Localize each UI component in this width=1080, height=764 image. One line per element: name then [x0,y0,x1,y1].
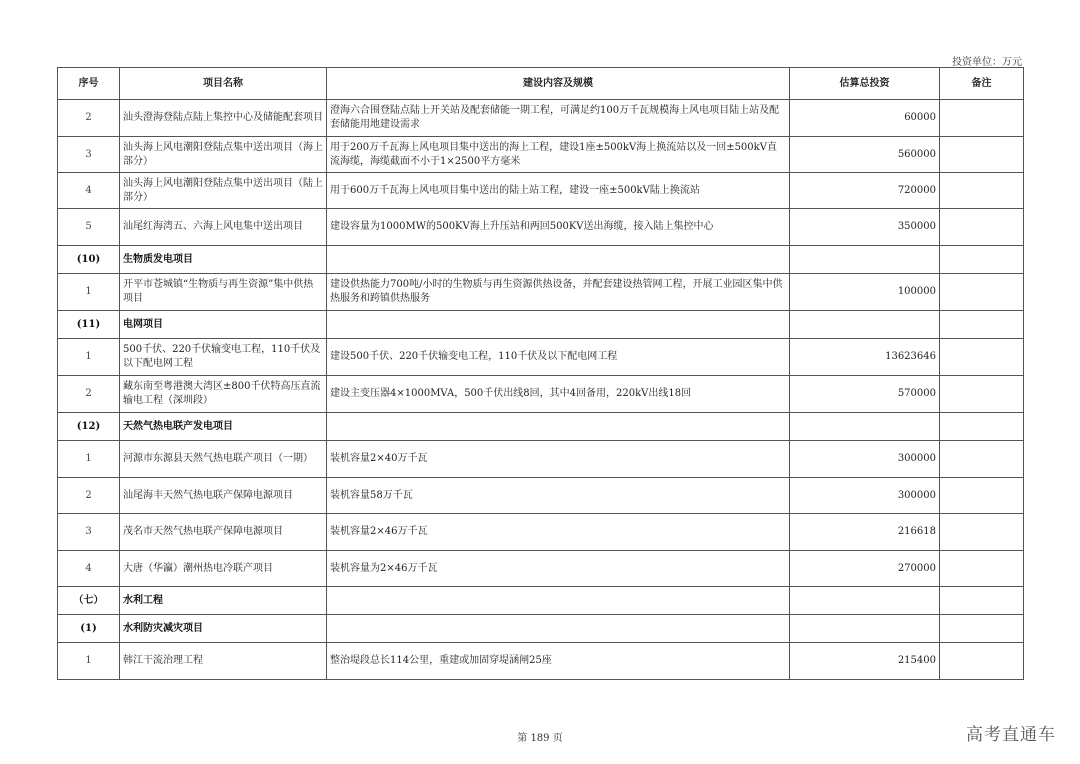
table-row [58,478,1024,514]
table-row [58,514,1024,551]
cell-content: 装机容量2×46万千瓦 [327,514,790,551]
cell-project-name: 汕尾海丰天然气热电联产保障电源项目 [120,478,327,514]
cell-seq: (12) [58,413,120,441]
cell-content: 用于200万千瓦海上风电项目集中送出的海上工程，建设1座±500kV海上换流站以及一回±500kV直流海缆，海缆截面不小于1×2500平方毫米 [327,137,790,173]
cell-project-name: 河源市东源县天然气热电联产项目（一期） [120,441,327,478]
cell-remark [940,209,1024,246]
section-row [58,587,1024,615]
cell-investment: 215400 [790,643,940,680]
cell-content [327,615,790,643]
cell-remark [940,311,1024,339]
cell-project-name: 500千伏、220千伏输变电工程，110千伏及以下配电网工程 [120,339,327,376]
cell-remark [940,137,1024,173]
cell-remark [940,413,1024,441]
section-row [58,311,1024,339]
cell-remark [940,551,1024,587]
cell-investment: 60000 [790,100,940,137]
cell-project-name: 汕头澄海登陆点陆上集控中心及储能配套项目 [120,100,327,137]
cell-project-name: 汕头海上风电潮阳登陆点集中送出项目（陆上部分） [120,173,327,209]
cell-seq: （七） [58,587,120,615]
cell-project-name: 电网项目 [120,311,327,339]
cell-investment: 560000 [790,137,940,173]
cell-investment: 720000 [790,173,940,209]
cell-seq: 2 [58,100,120,137]
header-seq: 序号 [58,68,120,100]
cell-project-name: 汕头海上风电潮阳登陆点集中送出项目（海上部分） [120,137,327,173]
cell-content: 装机容量58万千瓦 [327,478,790,514]
cell-content [327,246,790,274]
cell-project-name: 藏东南至粤港澳大湾区±800千伏特高压直流输电工程（深圳段） [120,376,327,413]
cell-investment: 570000 [790,376,940,413]
cell-seq: 2 [58,376,120,413]
table-row [58,551,1024,587]
cell-remark [940,246,1024,274]
cell-seq: 1 [58,441,120,478]
cell-content: 建设供热能力700吨/小时的生物质与再生资源供热设备，并配套建设热管网工程，开展工业园区集中供热服务和跨镇供热服务 [327,274,790,311]
cell-seq: 1 [58,339,120,376]
cell-remark [940,274,1024,311]
cell-project-name: 水利工程 [120,587,327,615]
cell-content: 装机容量2×40万千瓦 [327,441,790,478]
cell-seq: 4 [58,173,120,209]
table-row [58,137,1024,173]
header-total-investment: 估算总投资 [790,68,940,100]
table-row [58,376,1024,413]
cell-investment [790,615,940,643]
cell-remark [940,339,1024,376]
cell-seq: 1 [58,643,120,680]
table-row [58,274,1024,311]
cell-content [327,413,790,441]
cell-remark [940,478,1024,514]
header-remark: 备注 [940,68,1024,100]
project-table [57,67,1024,680]
cell-project-name: 大唐（华瀛）潮州热电冷联产项目 [120,551,327,587]
cell-remark [940,615,1024,643]
cell-content: 澄海六合围登陆点陆上开关站及配套储能一期工程，可满足约100万千瓦规模海上风电项目陆上站及配套储能用地建设需求 [327,100,790,137]
table-row [58,100,1024,137]
investment-unit-label: 投资单位：万元 [952,57,1022,68]
cell-remark [940,173,1024,209]
cell-project-name: 韩江干流治理工程 [120,643,327,680]
cell-remark [940,587,1024,615]
table-row [58,173,1024,209]
cell-content: 建设容量为1000MW的500KV海上升压站和两回500KV送出海缆，接入陆上集控中心 [327,209,790,246]
cell-investment [790,246,940,274]
cell-content: 整治堤段总长114公里，重建或加固穿堤涵闸25座 [327,643,790,680]
table-row [58,441,1024,478]
cell-investment: 100000 [790,274,940,311]
table-row [58,209,1024,246]
cell-content: 用于600万千瓦海上风电项目集中送出的陆上站工程，建设一座±500kV陆上换流站 [327,173,790,209]
cell-investment: 350000 [790,209,940,246]
cell-project-name: 天然气热电联产发电项目 [120,413,327,441]
cell-seq: (1) [58,615,120,643]
cell-investment: 300000 [790,441,940,478]
cell-seq: 3 [58,514,120,551]
table-body [58,100,1024,680]
cell-remark [940,100,1024,137]
cell-investment [790,311,940,339]
section-row [58,615,1024,643]
cell-remark [940,441,1024,478]
cell-seq: (10) [58,246,120,274]
cell-project-name: 水利防灾减灾项目 [120,615,327,643]
table-row [58,339,1024,376]
header-project-name: 项目名称 [120,68,327,100]
cell-investment: 216618 [790,514,940,551]
watermark-text: 高考直通车 [966,725,1056,745]
page-number: 第 189 页 [517,733,563,744]
cell-investment [790,587,940,615]
cell-investment: 270000 [790,551,940,587]
section-row [58,413,1024,441]
cell-content: 建设主变压器4×1000MVA，500千伏出线8回，其中4回备用，220kV出线18回 [327,376,790,413]
cell-seq: 5 [58,209,120,246]
cell-project-name: 茂名市天然气热电联产保障电源项目 [120,514,327,551]
cell-content: 建设500千伏、220千伏输变电工程，110千伏及以下配电网工程 [327,339,790,376]
header-content-scale: 建设内容及规模 [327,68,790,100]
cell-investment [790,413,940,441]
cell-seq: (11) [58,311,120,339]
cell-project-name: 开平市苍城镇“生物质与再生资源”集中供热项目 [120,274,327,311]
cell-project-name: 汕尾红海湾五、六海上风电集中送出项目 [120,209,327,246]
cell-seq: 1 [58,274,120,311]
cell-content [327,587,790,615]
cell-investment: 13623646 [790,339,940,376]
cell-seq: 2 [58,478,120,514]
cell-project-name: 生物质发电项目 [120,246,327,274]
cell-remark [940,514,1024,551]
section-row [58,246,1024,274]
cell-investment: 300000 [790,478,940,514]
cell-seq: 3 [58,137,120,173]
cell-seq: 4 [58,551,120,587]
cell-content [327,311,790,339]
table-row [58,643,1024,680]
cell-content: 装机容量为2×46万千瓦 [327,551,790,587]
cell-remark [940,643,1024,680]
cell-remark [940,376,1024,413]
table-header-row [58,68,1024,100]
